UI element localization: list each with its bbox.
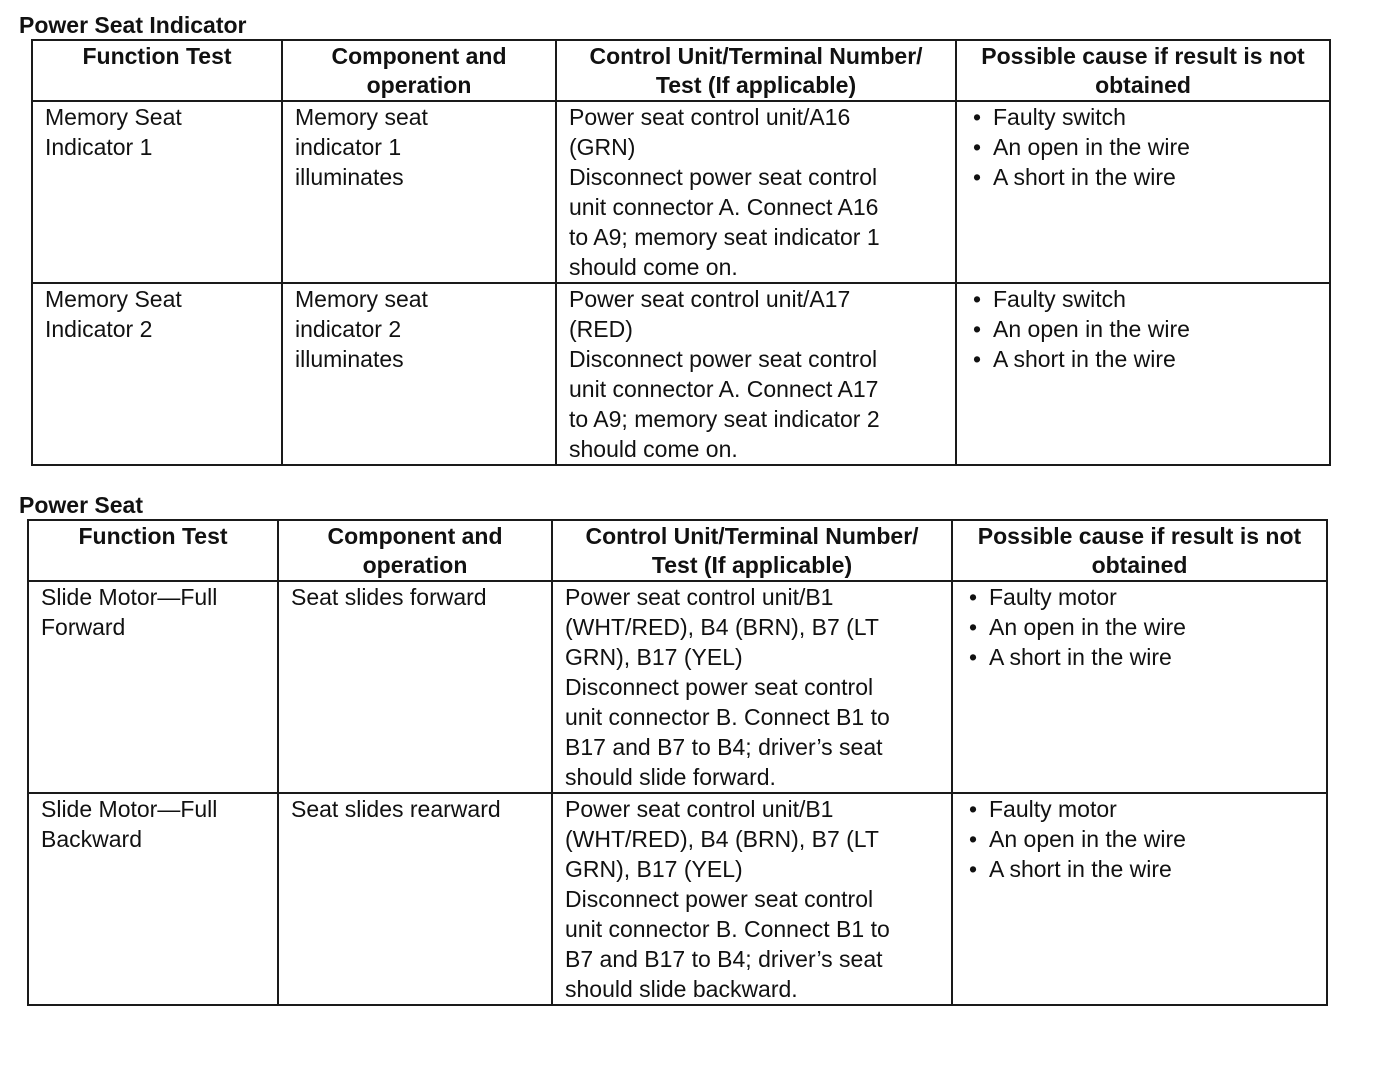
- control-line: (WHT/RED), B4 (BRN), B7 (LT: [565, 826, 879, 852]
- control-unit-cell: [552, 581, 952, 793]
- cause-item: • A short in the wire: [965, 854, 1314, 884]
- header-function-test: Function Test: [32, 40, 282, 101]
- header-component-operation: Component and operation: [282, 40, 556, 101]
- control-line: Disconnect power seat control: [565, 674, 874, 700]
- possible-cause-cell: [952, 581, 1327, 793]
- header-possible-cause: Possible cause if result is not obtained: [956, 40, 1330, 101]
- table-row: [32, 283, 1330, 465]
- power-seat-table: [27, 519, 1328, 1006]
- function-test-line: Backward: [41, 826, 142, 852]
- control-line: Power seat control unit/A17: [569, 286, 851, 312]
- table-row: [28, 581, 1327, 793]
- header-component-operation: Component and operation: [278, 520, 552, 581]
- control-line: Disconnect power seat control: [569, 346, 878, 372]
- control-line: GRN), B17 (YEL): [565, 644, 743, 670]
- header-possible-cause: Possible cause if result is not obtained: [952, 520, 1327, 581]
- cause-item: • Faulty motor: [965, 794, 1314, 824]
- cause-item: • An open in the wire: [969, 314, 1317, 344]
- function-test-line: Forward: [41, 614, 126, 640]
- control-line: Power seat control unit/B1: [565, 796, 834, 822]
- component-cell: [278, 793, 552, 1005]
- control-line: should slide backward.: [565, 976, 798, 1002]
- control-line: Power seat control unit/A16: [569, 104, 851, 130]
- control-line: GRN), B17 (YEL): [565, 856, 743, 882]
- component-cell: [282, 283, 556, 465]
- control-line: B7 and B17 to B4; driver’s seat: [565, 946, 883, 972]
- function-test-cell: [28, 581, 278, 793]
- control-line: to A9; memory seat indicator 2: [569, 406, 880, 432]
- component-line: illuminates: [295, 164, 404, 190]
- table-row: [28, 793, 1327, 1005]
- table-row: [32, 101, 1330, 283]
- cause-item: • An open in the wire: [969, 132, 1317, 162]
- control-line: to A9; memory seat indicator 1: [569, 224, 880, 250]
- control-line: should come on.: [569, 254, 738, 280]
- component-line: Memory seat: [295, 104, 428, 130]
- cause-list: [965, 582, 1314, 672]
- control-line: Power seat control unit/B1: [565, 584, 834, 610]
- possible-cause-cell: [956, 283, 1330, 465]
- cause-item: • A short in the wire: [969, 344, 1317, 374]
- section-title-power-seat-indicator: Power Seat Indicator: [19, 12, 247, 38]
- header-function-test: Function Test: [28, 520, 278, 581]
- control-line: (GRN): [569, 134, 636, 160]
- control-line: B17 and B7 to B4; driver’s seat: [565, 734, 883, 760]
- section-title-power-seat: Power Seat: [19, 492, 143, 518]
- table-header-row: [32, 40, 1330, 101]
- function-test-line: Memory Seat: [45, 286, 182, 312]
- function-test-line: Memory Seat: [45, 104, 182, 130]
- control-line: unit connector B. Connect B1 to: [565, 916, 890, 942]
- control-unit-cell: [552, 793, 952, 1005]
- component-line: Seat slides rearward: [291, 796, 501, 822]
- component-line: Seat slides forward: [291, 584, 487, 610]
- control-line: Disconnect power seat control: [569, 164, 878, 190]
- control-line: unit connector B. Connect B1 to: [565, 704, 890, 730]
- power-seat-indicator-table: [31, 39, 1331, 466]
- cause-list: [969, 102, 1317, 192]
- cause-list: [969, 284, 1317, 374]
- function-test-line: Indicator 1: [45, 134, 153, 160]
- cause-item: • An open in the wire: [965, 824, 1314, 854]
- cause-item: • Faulty switch: [969, 102, 1317, 132]
- possible-cause-cell: [956, 101, 1330, 283]
- component-line: Memory seat: [295, 286, 428, 312]
- header-control-unit: Control Unit/Terminal Number/ Test (If applicable): [556, 40, 956, 101]
- control-line: should slide forward.: [565, 764, 776, 790]
- function-test-cell: [28, 793, 278, 1005]
- table-header-row: [28, 520, 1327, 581]
- control-unit-cell: [556, 101, 956, 283]
- cause-item: • A short in the wire: [969, 162, 1317, 192]
- component-line: indicator 1: [295, 134, 402, 160]
- control-unit-cell: [556, 283, 956, 465]
- possible-cause-cell: [952, 793, 1327, 1005]
- control-line: unit connector A. Connect A16: [569, 194, 879, 220]
- cause-item: • An open in the wire: [965, 612, 1314, 642]
- cause-item: • Faulty switch: [969, 284, 1317, 314]
- control-line: unit connector A. Connect A17: [569, 376, 879, 402]
- function-test-cell: [32, 101, 282, 283]
- cause-item: • A short in the wire: [965, 642, 1314, 672]
- control-line: should come on.: [569, 436, 738, 462]
- control-line: Disconnect power seat control: [565, 886, 874, 912]
- component-line: indicator 2: [295, 316, 402, 342]
- control-line: (RED): [569, 316, 633, 342]
- cause-item: • Faulty motor: [965, 582, 1314, 612]
- control-line: (WHT/RED), B4 (BRN), B7 (LT: [565, 614, 879, 640]
- component-cell: [278, 581, 552, 793]
- function-test-line: Slide Motor—Full: [41, 796, 218, 822]
- function-test-line: Indicator 2: [45, 316, 153, 342]
- cause-list: [965, 794, 1314, 884]
- component-cell: [282, 101, 556, 283]
- function-test-line: Slide Motor—Full: [41, 584, 218, 610]
- function-test-cell: [32, 283, 282, 465]
- header-control-unit: Control Unit/Terminal Number/ Test (If applicable): [552, 520, 952, 581]
- component-line: illuminates: [295, 346, 404, 372]
